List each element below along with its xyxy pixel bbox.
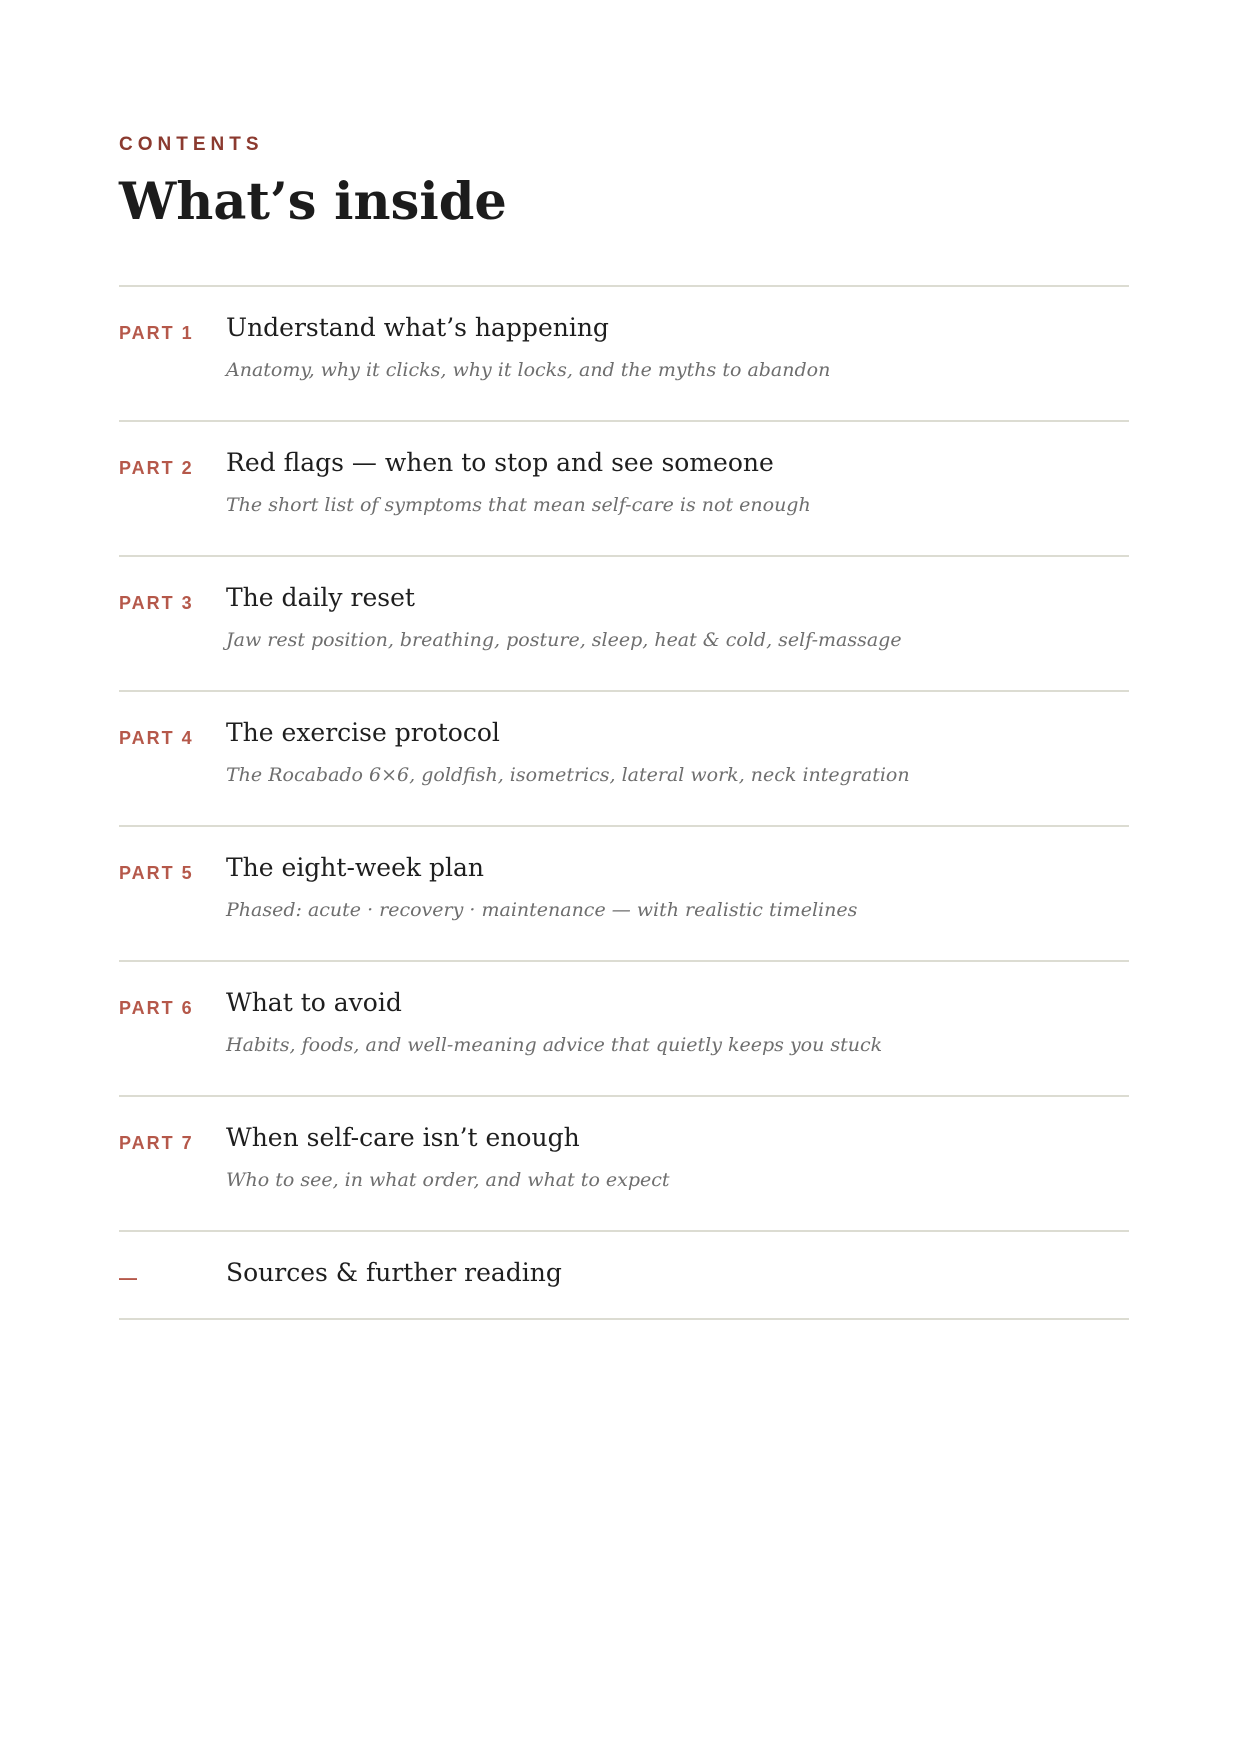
toc-entry-part-3[interactable] [119,557,1129,692]
entry-title: What to avoid [226,988,402,1017]
toc-entry-part-5[interactable] [119,827,1129,962]
toc-entry-part-4[interactable] [119,692,1129,827]
table-of-contents [119,285,1129,1320]
entry-title: Red flags — when to stop and see someone [226,448,774,477]
entry-subtitle: Anatomy, why it clicks, why it locks, and the myths to abandon [226,359,831,381]
toc-entry-part-1[interactable] [119,287,1129,422]
part-label: — [119,1268,139,1288]
toc-entry-part-7[interactable] [119,1097,1129,1232]
entry-subtitle: Phased: acute · recovery · maintenance — with realistic timelines [226,899,858,921]
part-label: PART 4 [119,728,194,748]
entry-subtitle: Who to see, in what order, and what to expect [226,1169,670,1191]
part-label: PART 7 [119,1133,194,1153]
entry-subtitle: Jaw rest position, breathing, posture, sleep, heat & cold, self-massage [226,629,902,651]
part-label: PART 2 [119,458,194,478]
entry-title: The daily reset [226,583,415,612]
entry-subtitle: Habits, foods, and well-meaning advice that quietly keeps you stuck [226,1034,883,1056]
entry-title: The eight-week plan [226,853,484,882]
part-label: PART 5 [119,863,194,883]
entry-title: When self-care isn’t enough [226,1123,580,1152]
entry-subtitle: The Rocabado 6×6, goldfish, isometrics, lateral work, neck integration [226,764,910,786]
part-label: PART 1 [119,323,194,343]
entry-subtitle: The short list of symptoms that mean self-care is not enough [226,494,811,516]
toc-entry-part-2[interactable] [119,422,1129,557]
contents-kicker: CONTENTS [119,134,264,155]
part-label: PART 6 [119,998,194,1018]
entry-title: Understand what’s happening [226,313,609,342]
toc-entry-part-6[interactable] [119,962,1129,1097]
entry-title: The exercise protocol [226,718,500,747]
toc-entry-sources[interactable] [119,1232,1129,1320]
entry-title: Sources & further reading [226,1258,562,1287]
page-title: What’s inside [119,172,507,232]
part-label: PART 3 [119,593,194,613]
